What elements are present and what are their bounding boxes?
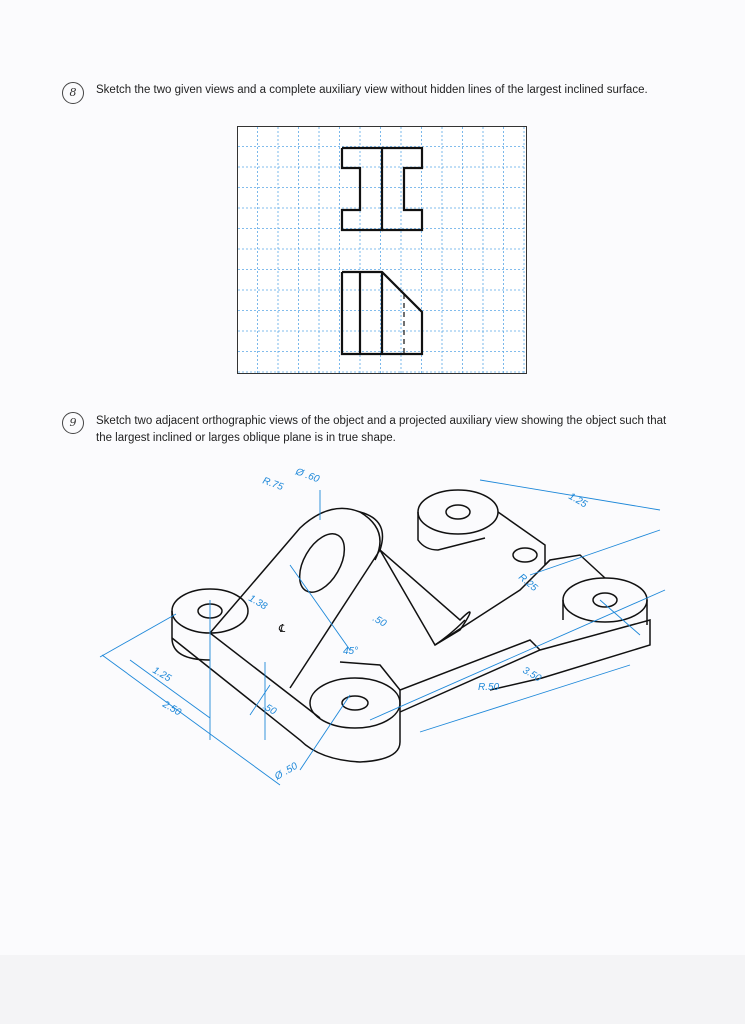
object-outline bbox=[172, 490, 650, 762]
d125-left-label: 1.25 bbox=[150, 665, 173, 685]
d50-mid-label: .50 bbox=[370, 613, 389, 630]
problem-9-number: 9 bbox=[62, 412, 84, 434]
r50-label: R.50 bbox=[478, 682, 500, 693]
d125-right-label: 1.25 bbox=[566, 491, 589, 511]
r25-label: R.25 bbox=[516, 571, 540, 594]
grid-views-drawing bbox=[237, 126, 527, 374]
dia-bottom-label: Ø .50 bbox=[273, 760, 300, 783]
centerline-symbol: ℄ bbox=[278, 623, 286, 635]
d50-left-label: .50 bbox=[260, 701, 279, 718]
d350-label: 3.50 bbox=[520, 665, 543, 685]
problem-8-number: 8 bbox=[62, 82, 84, 104]
d138-label: 1.38 bbox=[246, 593, 269, 613]
d250-label: 2.50 bbox=[160, 699, 183, 719]
problem-9-text: Sketch two adjacent orthographic views of the object and a projected auxiliary view showing the object such that the largest inclined or larges oblique plane is in true shape. bbox=[96, 415, 667, 444]
dia-top-label: Ø .60 bbox=[293, 466, 321, 486]
r-top-label: R.75 bbox=[260, 475, 285, 494]
isometric-drawing bbox=[90, 450, 670, 790]
dimension-lines bbox=[100, 480, 665, 785]
problem-8-text: Sketch the two given views and a complete auxiliary view without hidden lines of the largest inclined surface. bbox=[96, 84, 648, 96]
angle-label: 45° bbox=[343, 646, 359, 657]
